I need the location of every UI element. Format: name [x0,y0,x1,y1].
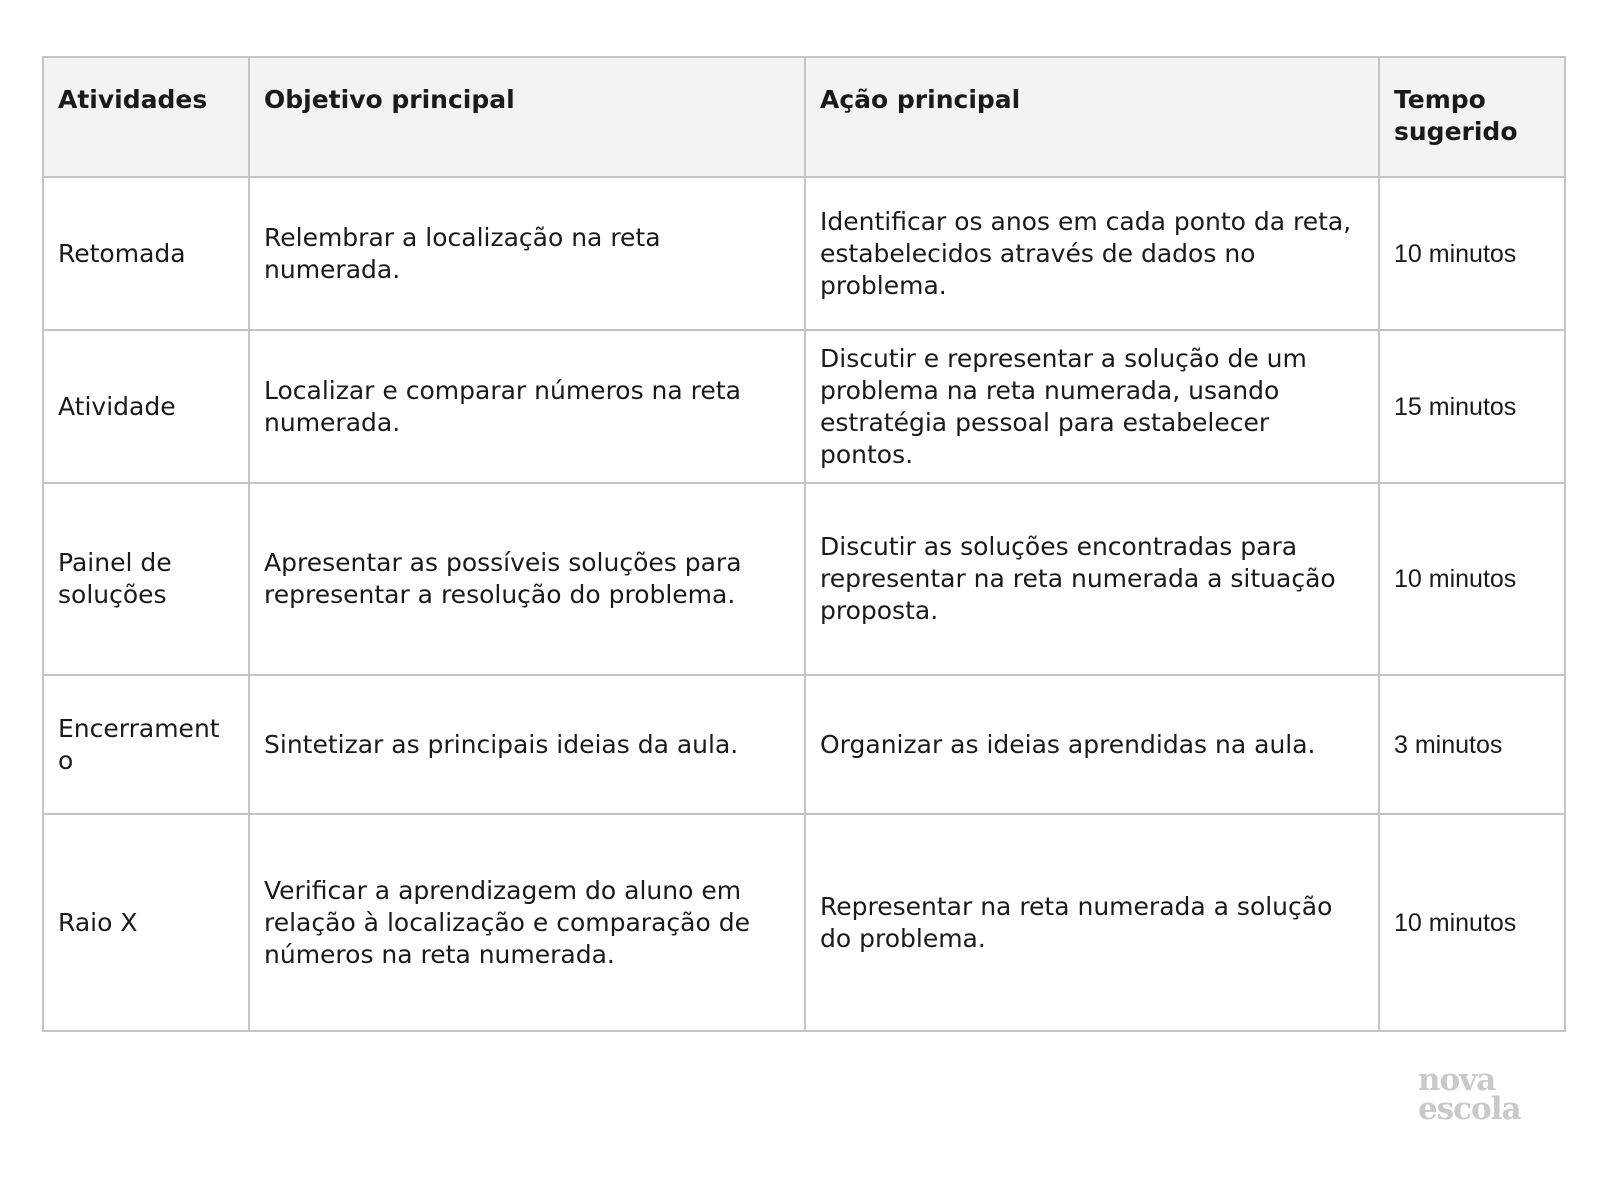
cell-atividade: Encerramento [43,675,249,814]
cell-objetivo: Sintetizar as principais ideias da aula. [249,675,805,814]
lesson-plan-table [42,56,1566,1032]
table-row [43,483,1565,675]
cell-acao: Organizar as ideias aprendidas na aula. [805,675,1379,814]
cell-objetivo: Localizar e comparar números na reta numerada. [249,330,805,483]
header-objetivo-principal: Objetivo principal [249,57,805,177]
cell-tempo: 10 minutos [1379,483,1565,675]
nova-escola-logo [1418,1062,1521,1127]
table-row [43,330,1565,483]
cell-tempo: 10 minutos [1379,177,1565,330]
cell-tempo: 15 minutos [1379,330,1565,483]
cell-atividade: Atividade [43,330,249,483]
cell-atividade: Retomada [43,177,249,330]
table-body [43,177,1565,1031]
cell-atividade: Painel de soluções [43,483,249,675]
cell-objetivo: Apresentar as possíveis soluções para representar a resolução do problema. [249,483,805,675]
table-row [43,675,1565,814]
cell-acao: Representar na reta numerada a solução do problema. [805,814,1379,1031]
cell-acao: Identificar os anos em cada ponto da reta, estabelecidos através de dados no problema. [805,177,1379,330]
cell-atividade: Raio X [43,814,249,1031]
cell-acao: Discutir as soluções encontradas para representar na reta numerada a situação proposta. [805,483,1379,675]
header-atividades: Atividades [43,57,249,177]
table-header [43,57,1565,177]
header-row [43,57,1565,177]
cell-tempo: 10 minutos [1379,814,1565,1031]
header-tempo-sugerido: Tempo sugerido [1379,57,1565,177]
cell-objetivo: Relembrar a localização na reta numerada. [249,177,805,330]
logo-line-nova: nova [1418,1062,1496,1098]
header-acao-principal: Ação principal [805,57,1379,177]
cell-objetivo: Verificar a aprendizagem do aluno em relação à localização e comparação de números na reta numerada. [249,814,805,1031]
cell-tempo: 3 minutos [1379,675,1565,814]
logo-line-escola: escola [1418,1091,1521,1127]
table-row [43,177,1565,330]
cell-acao: Discutir e representar a solução de um problema na reta numerada, usando estratégia pessoal para estabelecer pontos. [805,330,1379,483]
table-row [43,814,1565,1031]
